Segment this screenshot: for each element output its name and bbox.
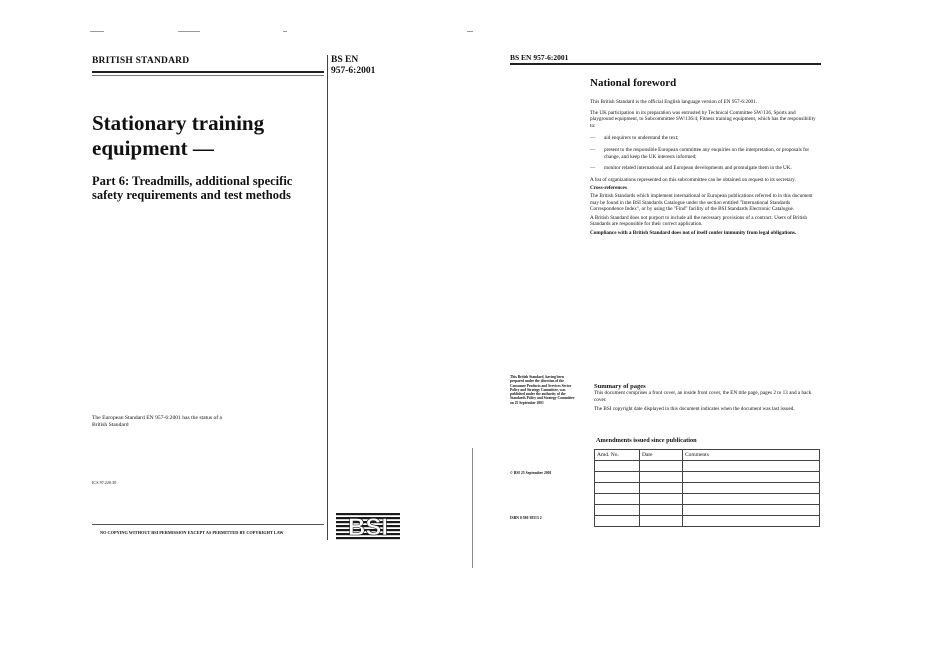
document-title bbox=[92, 111, 264, 161]
foreword-paragraph-6: Compliance with a British Standard does not of itself confer immunity from legal obligations. bbox=[590, 229, 797, 236]
subtitle-line-1: Part 6: Treadmills, additional specific bbox=[92, 174, 293, 188]
bullet-item: — present to the responsible European committee any enquiries on the interpretation, or proposals for change, and keep the UK interests informed; bbox=[590, 147, 820, 160]
table-row bbox=[595, 483, 820, 494]
table-row bbox=[595, 461, 820, 472]
summary-text: This document comprises a front cover, an inside front cover, the EN title page, pages 2 to 13 and a back cover. bbox=[594, 390, 812, 403]
scan-mark bbox=[467, 31, 473, 32]
subtitle-line-2: safety requirements and test methods bbox=[92, 188, 291, 202]
bullet-text: aid enquirers to understand the text; bbox=[604, 135, 679, 142]
table-row bbox=[595, 494, 820, 505]
running-header-rule bbox=[510, 63, 821, 65]
amendments-heading: Amendments issued since publication bbox=[596, 437, 697, 444]
bullet-item: — aid enquirers to understand the text; bbox=[590, 135, 679, 142]
page-gap-line bbox=[472, 448, 473, 568]
column-divider bbox=[327, 55, 328, 540]
document-subtitle bbox=[92, 174, 292, 202]
column-header: Date bbox=[640, 450, 683, 461]
bullet-text: monitor related international and European developments and promulgate them in the UK. bbox=[604, 165, 792, 172]
summary-section bbox=[594, 383, 822, 413]
amendments-table bbox=[594, 449, 820, 527]
standard-number-line1: BS EN bbox=[331, 55, 359, 65]
foreword-paragraph-5: A British Standard does not purport to include all the necessary provisions of a contract. Users of British Standards are responsible for their correct application. bbox=[590, 214, 807, 228]
running-header: BS EN 957-6:2001 bbox=[510, 53, 569, 62]
table-header-row bbox=[595, 450, 820, 461]
foreword-paragraph-3: A list of organizations represented on this subcommittee can be obtained on request to its secretary. bbox=[590, 176, 796, 183]
header-rule bbox=[92, 71, 324, 73]
foreword-paragraph-2: The UK participation in its preparation was entrusted by Technical Committee SW/136, Sports and playground equipment, to Subcommittee SW/136/4, Fitness training equipment, which has the responsibility to: bbox=[590, 109, 816, 129]
title-line-1: Stationary training bbox=[92, 111, 265, 135]
status-line-2: British Standard bbox=[92, 421, 129, 428]
status-statement bbox=[92, 415, 222, 429]
table-row bbox=[595, 472, 820, 483]
ics-code: ICS 97.220.30 bbox=[92, 480, 117, 485]
scan-mark bbox=[178, 31, 200, 32]
standard-number bbox=[331, 55, 375, 77]
copyright-notice: NO COPYING WITHOUT BSI PERMISSION EXCEPT AS PERMITTED BY COPYRIGHT LAW bbox=[100, 530, 284, 535]
standard-label: BRITISH STANDARD bbox=[92, 56, 190, 66]
isbn: ISBN 0 580 38513 2 bbox=[510, 516, 542, 520]
table-row bbox=[595, 505, 820, 516]
header-rule-2 bbox=[92, 75, 324, 76]
bsi-logo-graphic bbox=[336, 512, 400, 540]
foreword-paragraph-4: The British Standards which implement international or European publications referred to in this document may be found in the BSI Standards Catalogue under the section entitled "International Standards Correspondence Index", or by using the "Find" facility of the BSI Standards Electronic Catalogue. bbox=[590, 192, 813, 213]
sidebar-copyright: © BSI 25 September 2001 bbox=[510, 471, 552, 475]
foreword-paragraph-1: This British Standard is the official English language version of EN 957-6:2001. bbox=[590, 99, 758, 105]
scan-mark bbox=[283, 31, 287, 32]
footer-rule bbox=[92, 524, 324, 525]
column-header: Comments bbox=[683, 450, 820, 461]
standard-number-line2: 957-6:2001 bbox=[331, 66, 376, 76]
column-header: Amd. No. bbox=[595, 450, 640, 461]
crossref-heading: Cross-references bbox=[590, 185, 627, 192]
status-line-1: The European Standard EN 957-6:2001 has the status of a bbox=[92, 415, 223, 421]
foreword-body bbox=[590, 99, 820, 237]
bsi-logo bbox=[336, 512, 400, 540]
summary-heading: Summary of pages bbox=[594, 383, 646, 390]
bullet-item: — monitor related international and European developments and promulgate them in the UK. bbox=[590, 165, 792, 172]
table-row bbox=[595, 516, 820, 527]
bsi-logo-lettering: BSI bbox=[347, 514, 389, 540]
bullet-text: present to the responsible European committee any enquiries on the interpretation, or proposals for change, and keep the UK interests informed; bbox=[604, 146, 810, 160]
publication-note: This British Standard, having been prepared under the direction of the Consumer Products and Services Sector Policy and Strategy Committee, was published under the authority of the Standards Policy and Strategy Committee on 25 September 2001 bbox=[510, 375, 575, 405]
title-line-2: equipment — bbox=[92, 136, 214, 160]
scan-mark bbox=[90, 31, 104, 32]
copyright-date-text: The BSI copyright date displayed in this document indicates when the document was last issued. bbox=[594, 406, 795, 413]
foreword-title: National foreword bbox=[590, 77, 677, 89]
